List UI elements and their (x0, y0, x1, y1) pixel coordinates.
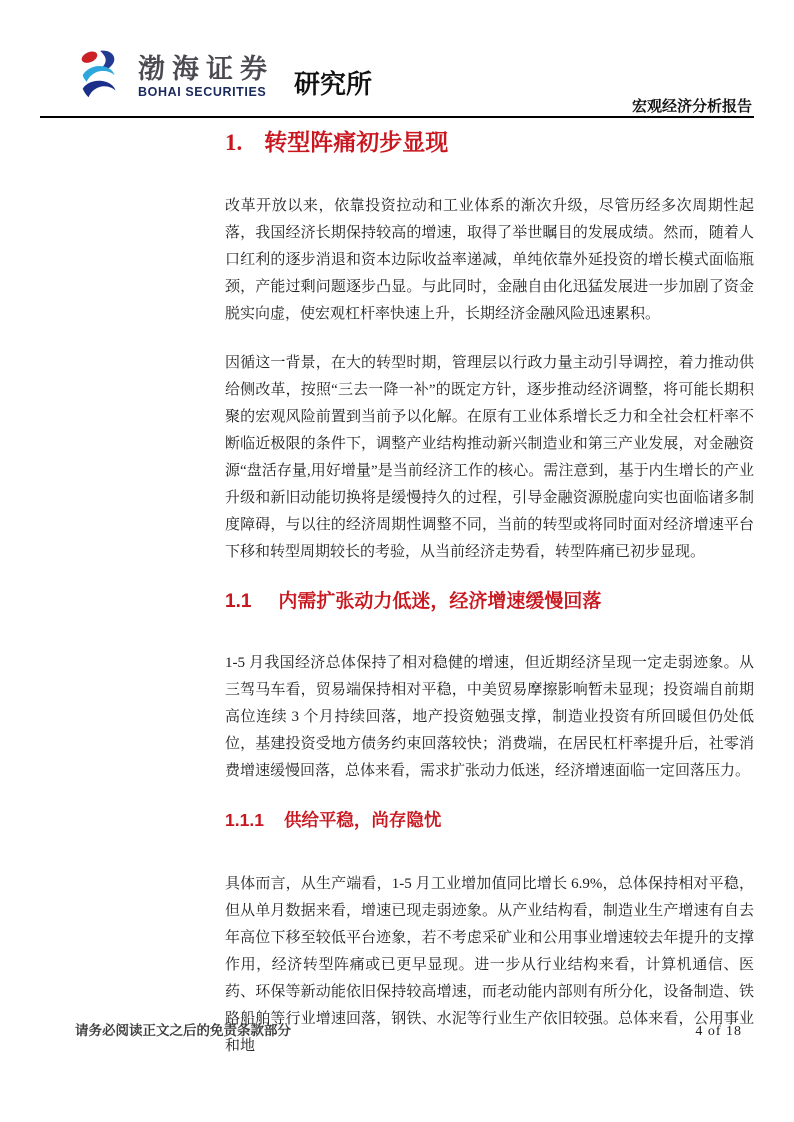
report-type-label: 宏观经济分析报告 (631, 99, 752, 115)
header-divider (40, 116, 754, 118)
paragraph-4: 具体而言，从生产端看，1-5 月工业增加值同比增长 6.9%，总体保持相对平稳，但从单月数据来看，增速已现走弱迹象。从产业结构看，制造业生产增速有自去年高位下移至较低平台迹象，若不考虑采矿业和公用事业增速较去年提升的支撑作用，经济转型阵痛或已更早显现。进一步从行业结构来看，计算机通信、医药、环保等新动能依旧保持较高增速，而老动能内部则有所分化，设备制造、铁路船舶等行业增速回落，钢铁、水泥等行业生产依旧较强。总体来看，公用事业和地 (225, 876, 754, 1054)
section-heading-1-1-1 (225, 807, 754, 833)
section-title: 内需扩张动力低迷，经济增速缓慢回落 (278, 591, 602, 612)
section-title: 供给平稳，尚存隐忧 (283, 810, 442, 830)
section-heading-1 (225, 126, 754, 159)
disclaimer-text: 请务必阅读正文之后的免责条款部分 (75, 1023, 291, 1038)
section-number: 1.1.1 (225, 810, 264, 830)
page-footer (75, 1019, 742, 1040)
paragraph-2: 因循这一背景，在大的转型时期，管理层以行政力量主动引导调控，着力推动供给侧改革，按照“三去一降一补”的既定方针，逐步推动经济调整，将可能长期积聚的宏观风险前置到当前予以化解。在原有工业体系增长乏力和全社会杠杆率不断临近极限的条件下，调整产业结构推动新兴制造业和第三产业发展，对金融资源“盘活存量,用好增量”是当前经济工作的核心。需注意到，基于内生增长的产业升级和新旧动能切换将是缓慢持久的过程，引导金融资源脱虚向实也面临诸多制度障碍，与以往的经济周期性调整不同，当前的转型或将同时面对经济增速平台下移和转型周期较长的考验，从当前经济走势看，转型阵痛已初步显现。 (225, 355, 754, 560)
brand-text (138, 54, 274, 99)
brand-name-english: BOHAI SECURITIES (138, 85, 267, 99)
report-body (225, 126, 754, 1060)
brand-name-chinese: 渤海证券 (138, 54, 274, 84)
paragraph-3: 1-5 月我国经济总体保持了相对稳健的增速，但近期经济呈现一定走弱迹象。从三驾马车看，贸易端保持相对平稳，中美贸易摩擦影响暂未显现；投资端自前期高位连续 3 个月持续回落，地产投资勉强支撑，制造业投资有所回暖但仍处低位，基建投资受地方债务约束回落较快；消费端，在居民杠杆率提升后，社零消费增速缓慢回落，总体来看，需求扩张动力低迷，经济增速面临一定回落压力。 (225, 655, 754, 779)
section-title: 转型阵痛初步显现 (264, 129, 449, 155)
institute-label: 研究所 (294, 69, 373, 99)
bohai-logo-icon (74, 48, 132, 106)
paragraph-1: 改革开放以来，依靠投资拉动和工业体系的渐次升级，尽管历经多次周期性起落，我国经济长期保持较高的增速，取得了举世瞩目的发展成绩。然而，随着人口红利的逐步消退和资本边际收益率递减，单纯依靠外延投资的增长模式面临瓶颈，产能过剩问题逐步凸显。与此同时，金融自由化迅猛发展进一步加剧了资金脱实向虚，使宏观杠杆率快速上升，长期经济金融风险迅速累积。 (225, 198, 754, 322)
brand-block (74, 48, 372, 106)
page-number: 4 of 18 (695, 1024, 742, 1039)
section-heading-1-1 (225, 588, 754, 616)
section-number: 1. (225, 130, 243, 155)
section-number: 1.1 (225, 591, 252, 612)
